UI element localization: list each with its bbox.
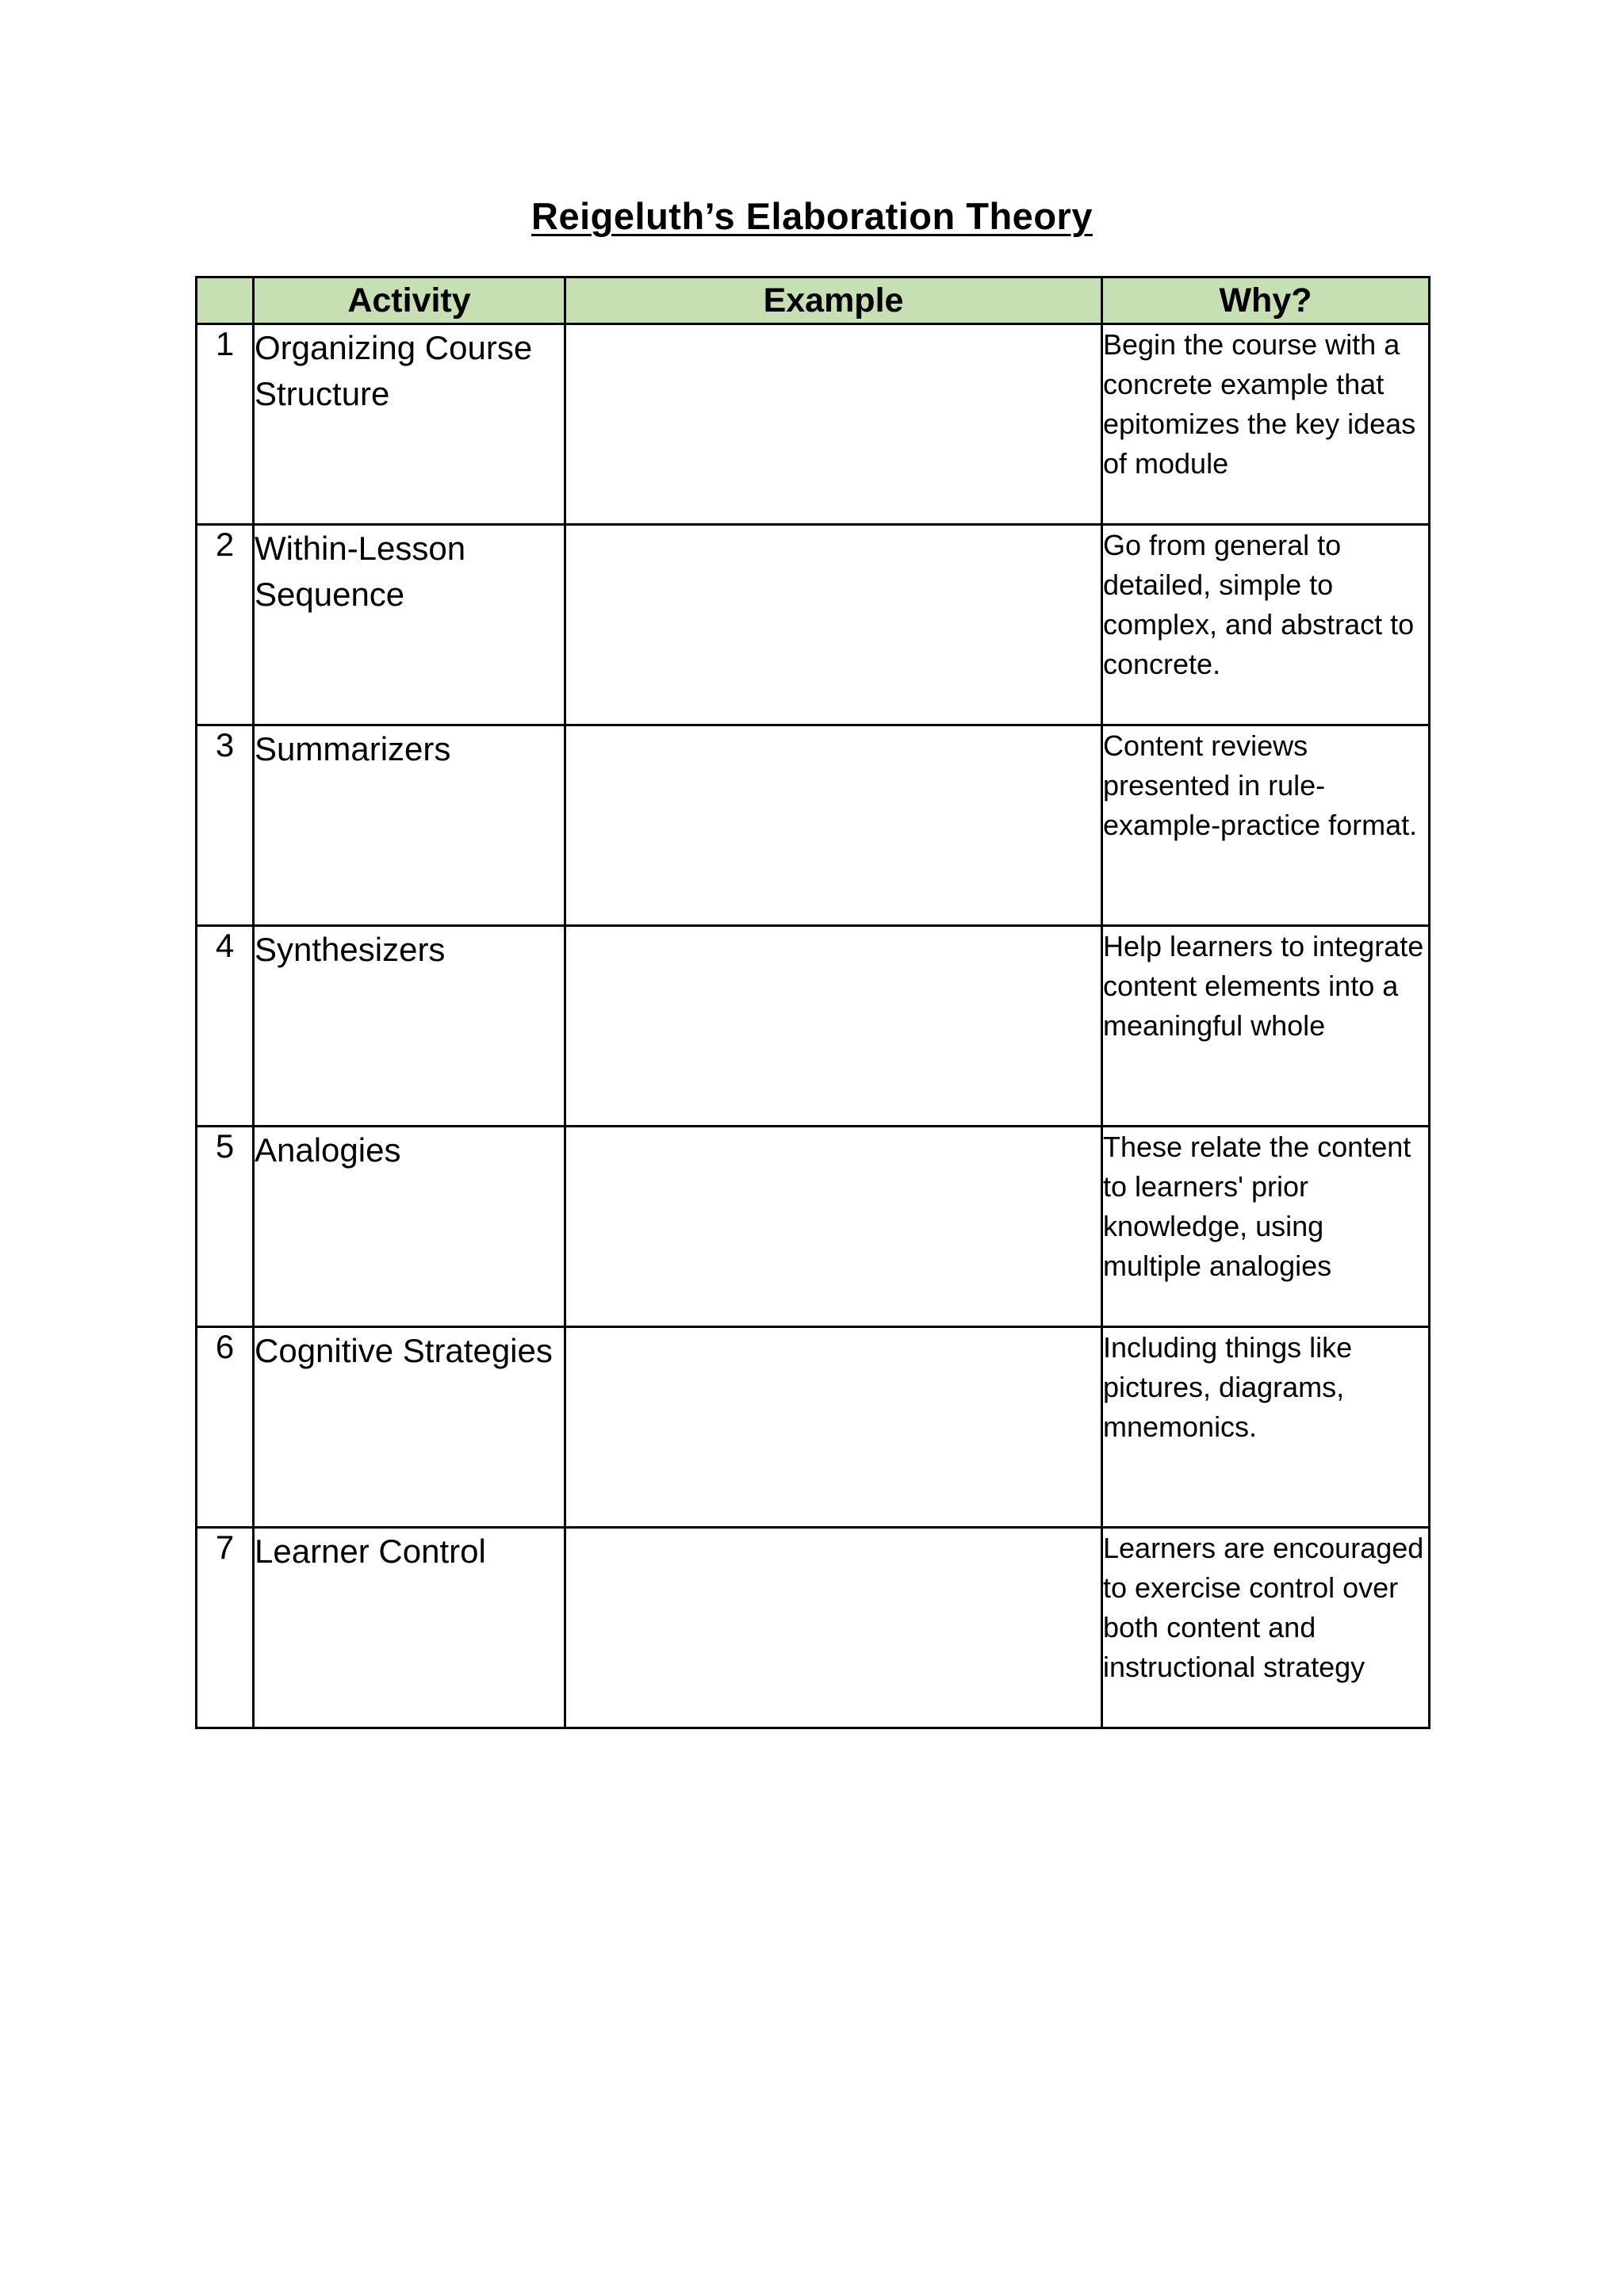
activity-cell: Cognitive Strategies — [254, 1327, 565, 1528]
activity-cell: Within-Lesson Sequence — [254, 525, 565, 725]
activity-cell: Analogies — [254, 1127, 565, 1327]
table-row — [197, 324, 1430, 525]
table-row — [197, 1327, 1430, 1528]
why-cell: Learners are encouraged to exercise control over both content and instructional strategy — [1102, 1528, 1430, 1728]
row-number: 2 — [197, 525, 254, 725]
header-activity: Activity — [254, 277, 565, 324]
table-row — [197, 926, 1430, 1127]
why-cell: Begin the course with a concrete example that epitomizes the key ideas of module — [1102, 324, 1430, 525]
table-row — [197, 1127, 1430, 1327]
table-row — [197, 1528, 1430, 1728]
header-example: Example — [565, 277, 1102, 324]
why-cell: These relate the content to learners' prior knowledge, using multiple analogies — [1102, 1127, 1430, 1327]
why-cell: Help learners to integrate content elements into a meaningful whole — [1102, 926, 1430, 1127]
activity-cell: Synthesizers — [254, 926, 565, 1127]
header-why: Why? — [1102, 277, 1430, 324]
example-cell — [565, 926, 1102, 1127]
example-cell — [565, 525, 1102, 725]
why-cell: Including things like pictures, diagrams, mnemonics. — [1102, 1327, 1430, 1528]
example-cell — [565, 1528, 1102, 1728]
row-number: 5 — [197, 1127, 254, 1327]
example-cell — [565, 324, 1102, 525]
example-cell — [565, 725, 1102, 926]
example-cell — [565, 1327, 1102, 1528]
why-cell: Content reviews presented in rule-example-practice format. — [1102, 725, 1430, 926]
example-cell — [565, 1127, 1102, 1327]
row-number: 6 — [197, 1327, 254, 1528]
header-num — [197, 277, 254, 324]
page-title: Reigeluth’s Elaboration Theory — [531, 195, 1093, 237]
row-number: 7 — [197, 1528, 254, 1728]
row-number: 1 — [197, 324, 254, 525]
table-header-row — [197, 277, 1430, 324]
elaboration-table — [195, 276, 1431, 1729]
why-cell: Go from general to detailed, simple to complex, and abstract to concrete. — [1102, 525, 1430, 725]
row-number: 4 — [197, 926, 254, 1127]
table-row — [197, 725, 1430, 926]
activity-cell: Organizing Course Structure — [254, 324, 565, 525]
table-row — [197, 525, 1430, 725]
row-number: 3 — [197, 725, 254, 926]
activity-cell: Learner Control — [254, 1528, 565, 1728]
activity-cell: Summarizers — [254, 725, 565, 926]
